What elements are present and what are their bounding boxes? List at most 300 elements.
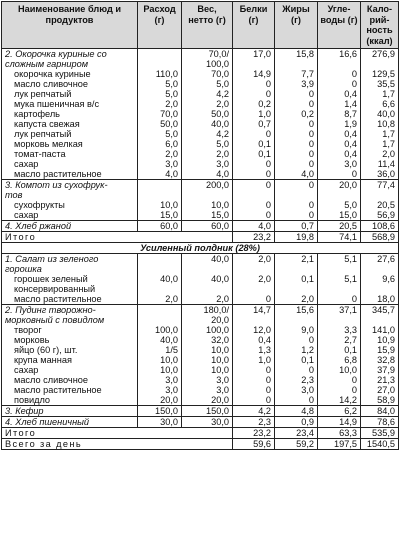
uglevody-cell: [318, 406, 361, 417]
b-value: 0: [265, 169, 271, 179]
ingredient-name: морковь: [14, 335, 50, 345]
rashod-value: 5,0: [165, 79, 178, 89]
uglevody-cell: [318, 49, 361, 70]
k-value: 1,7: [382, 129, 395, 139]
ves-value: 40,0: [211, 119, 229, 129]
k-value: 345,7: [372, 305, 395, 315]
ingredient-row: [2, 385, 399, 395]
uglevody-cell: [318, 89, 361, 99]
ves-cell: [182, 395, 233, 406]
z-value: 0: [308, 180, 314, 190]
z-value: 0,1: [301, 355, 314, 365]
rashod-cell: [138, 89, 182, 99]
rashod-value: 2,0: [165, 99, 178, 109]
u-value: 0: [351, 69, 357, 79]
rashod-cell: [138, 159, 182, 169]
belki-cell: [233, 365, 275, 375]
ingredient-row: [2, 89, 399, 99]
u-value: 2,7: [344, 335, 357, 345]
belki-cell: [233, 139, 275, 149]
u-value: 1,4: [344, 99, 357, 109]
u-value: 0,4: [344, 89, 357, 99]
belki-cell: [233, 355, 275, 365]
u-value: 15,0: [339, 210, 357, 220]
u-value: 37,1: [339, 305, 357, 315]
ves-value: 4,0: [216, 169, 229, 179]
ves-value: 150,0: [206, 406, 229, 416]
k-value: 27,0: [377, 385, 395, 395]
kkal-cell: [361, 254, 399, 275]
sum-b: 23,2: [233, 232, 275, 243]
ves-value: 10,0: [211, 345, 229, 355]
ingredient-name-cell: [2, 345, 138, 355]
z-value: 0: [308, 119, 314, 129]
b-value: 0: [265, 79, 271, 89]
ingredient-name: лук репчатый: [14, 129, 72, 139]
kkal-cell: [361, 385, 399, 395]
zhiry-cell: [275, 159, 318, 169]
kkal-cell: [361, 99, 399, 109]
ingredient-name-cell: [2, 139, 138, 149]
k-value: 11,4: [377, 159, 395, 169]
rashod-cell: [138, 119, 182, 129]
ves-value: 70,0: [211, 69, 229, 79]
kkal-cell: [361, 180, 399, 201]
ingredient-name-cell: [2, 129, 138, 139]
zhiry-cell: [275, 49, 318, 70]
ingredient-name: масло сливочное: [14, 375, 88, 385]
ingredient-name-cell: [2, 385, 138, 395]
uglevody-cell: [318, 385, 361, 395]
belki-cell: [233, 325, 275, 335]
rashod-cell: [138, 417, 182, 428]
b-value: 2,3: [258, 417, 271, 427]
dish-name-cell: [2, 417, 138, 428]
ves-value: 30,0: [211, 417, 229, 427]
col-header-belki: Белки (г): [233, 2, 275, 49]
uglevody-cell: [318, 109, 361, 119]
ingredient-row: [2, 99, 399, 109]
ingredient-name-cell: [2, 365, 138, 375]
ves-cell: [182, 221, 233, 232]
ingredient-row: [2, 119, 399, 129]
ves-cell: [182, 325, 233, 335]
b-value: 0: [265, 294, 271, 304]
b-value: 1,0: [258, 109, 271, 119]
ves-value: 5,0: [216, 139, 229, 149]
rashod-cell: [138, 395, 182, 406]
rashod-cell: [138, 305, 182, 326]
belki-cell: [233, 119, 275, 129]
belki-cell: [233, 221, 275, 232]
kkal-cell: [361, 159, 399, 169]
ves-cell: [182, 305, 233, 326]
uglevody-cell: [318, 200, 361, 210]
dish-row: [2, 305, 399, 326]
sum-k: 535,9: [361, 428, 399, 439]
ves-value: 20,0: [211, 315, 229, 325]
belki-cell: [233, 406, 275, 417]
b-value: 4,2: [258, 406, 271, 416]
k-value: 84,0: [377, 406, 395, 416]
rashod-value: 10,0: [160, 355, 178, 365]
ves-value: 3,0: [216, 385, 229, 395]
sum-label: Всего за день: [2, 439, 233, 450]
rashod-value: 10,0: [160, 200, 178, 210]
u-value: 0: [351, 169, 357, 179]
section-title: Усиленный полдник (28%): [2, 243, 399, 254]
belki-cell: [233, 169, 275, 180]
sum-label: Итого: [2, 232, 233, 243]
rashod-value: 20,0: [160, 395, 178, 405]
uglevody-cell: [318, 99, 361, 109]
grand-total-row: [2, 439, 399, 450]
ves-cell: [182, 139, 233, 149]
ves-value: 180,0/: [203, 305, 229, 315]
uglevody-cell: [318, 149, 361, 159]
z-value: 0: [308, 200, 314, 210]
ingredient-row: [2, 210, 399, 221]
ves-value: 100,0: [206, 59, 229, 69]
uglevody-cell: [318, 139, 361, 149]
u-value: 6,2: [344, 406, 357, 416]
zhiry-cell: [275, 305, 318, 326]
ves-cell: [182, 335, 233, 345]
belki-cell: [233, 417, 275, 428]
dish-name: 2. Окорочка куриные со: [5, 49, 107, 59]
zhiry-cell: [275, 69, 318, 79]
ingredient-name: сахар: [14, 365, 39, 375]
ves-cell: [182, 385, 233, 395]
dish-name: 2. Пудинг творожно-: [5, 305, 96, 315]
belki-cell: [233, 49, 275, 70]
b-value: 0,1: [258, 149, 271, 159]
ves-cell: [182, 355, 233, 365]
kkal-cell: [361, 169, 399, 180]
z-value: 0: [308, 395, 314, 405]
kkal-cell: [361, 305, 399, 326]
uglevody-cell: [318, 79, 361, 89]
ingredient-row: [2, 355, 399, 365]
menu-table: [1, 1, 399, 450]
k-value: 78,6: [377, 417, 395, 427]
ves-value: 2,0: [216, 149, 229, 159]
ingredient-row: [2, 79, 399, 89]
table-body: [2, 49, 399, 450]
zhiry-cell: [275, 294, 318, 305]
kkal-cell: [361, 139, 399, 149]
ves-cell: [182, 375, 233, 385]
ves-value: 3,0: [216, 375, 229, 385]
rashod-value: 2,0: [165, 294, 178, 304]
col-header-uglevody: Угле-воды (г): [318, 2, 361, 49]
ingredient-name: сухофрукты: [14, 200, 65, 210]
b-value: 2,0: [258, 254, 271, 264]
ingredient-row: [2, 159, 399, 169]
z-value: 3,0: [301, 385, 314, 395]
ves-value: 10,0: [211, 200, 229, 210]
zhiry-cell: [275, 365, 318, 375]
uglevody-cell: [318, 335, 361, 345]
u-value: 0: [351, 294, 357, 304]
k-value: 18,0: [377, 294, 395, 304]
k-value: 20,5: [377, 200, 395, 210]
ingredient-row: [2, 345, 399, 355]
rashod-value: 5,0: [165, 129, 178, 139]
rashod-value: 100,0: [155, 325, 178, 335]
kkal-cell: [361, 375, 399, 385]
u-value: 20,5: [339, 221, 357, 231]
sum-b: 23,2: [233, 428, 275, 439]
kkal-cell: [361, 406, 399, 417]
rashod-value: 50,0: [160, 119, 178, 129]
kkal-cell: [361, 79, 399, 89]
z-value: 0: [308, 159, 314, 169]
ves-cell: [182, 129, 233, 139]
u-value: 6,8: [344, 355, 357, 365]
col-header-ves: Вес, нетто (г): [182, 2, 233, 49]
z-value: 0: [308, 89, 314, 99]
ingredient-name-cell: [2, 274, 138, 294]
ingredient-name-cell: [2, 69, 138, 79]
ingredient-row: [2, 395, 399, 406]
ingredient-name-cell: [2, 335, 138, 345]
sum-b: 59,6: [233, 439, 275, 450]
zhiry-cell: [275, 99, 318, 109]
zhiry-cell: [275, 345, 318, 355]
zhiry-cell: [275, 119, 318, 129]
ingredient-name-cell: [2, 210, 138, 221]
rashod-value: 2,0: [165, 149, 178, 159]
kkal-cell: [361, 274, 399, 294]
col-header-zhiry: Жиры (г): [275, 2, 318, 49]
rashod-cell: [138, 325, 182, 335]
ingredient-name-cell: [2, 99, 138, 109]
b-value: 17,0: [253, 49, 271, 59]
k-value: 36,0: [377, 169, 395, 179]
b-value: 14,9: [253, 69, 271, 79]
z-value: 4,8: [301, 406, 314, 416]
uglevody-cell: [318, 375, 361, 385]
rashod-value: 3,0: [165, 159, 178, 169]
belki-cell: [233, 294, 275, 305]
z-value: 0,2: [301, 109, 314, 119]
ves-cell: [182, 49, 233, 70]
belki-cell: [233, 210, 275, 221]
ingredient-name: масло сливочное: [14, 79, 88, 89]
k-value: 276,9: [372, 49, 395, 59]
b-value: 2,0: [258, 274, 271, 284]
ingredient-name: сахар: [14, 210, 39, 220]
ves-cell: [182, 345, 233, 355]
zhiry-cell: [275, 210, 318, 221]
zhiry-cell: [275, 395, 318, 406]
z-value: 0: [308, 139, 314, 149]
kkal-cell: [361, 325, 399, 335]
zhiry-cell: [275, 375, 318, 385]
zhiry-cell: [275, 385, 318, 395]
dish-name: сложным гарниром: [5, 59, 89, 69]
z-value: 0,9: [301, 417, 314, 427]
belki-cell: [233, 375, 275, 385]
uglevody-cell: [318, 254, 361, 275]
b-value: 0: [265, 159, 271, 169]
rashod-value: 6,0: [165, 139, 178, 149]
ves-value: 15,0: [211, 210, 229, 220]
z-value: 2,3: [301, 375, 314, 385]
k-value: 15,9: [377, 345, 395, 355]
zhiry-cell: [275, 221, 318, 232]
ves-cell: [182, 406, 233, 417]
kkal-cell: [361, 365, 399, 375]
k-value: 1,7: [382, 89, 395, 99]
belki-cell: [233, 149, 275, 159]
rashod-value: 5,0: [165, 89, 178, 99]
ingredient-name-cell: [2, 355, 138, 365]
k-value: 37,9: [377, 365, 395, 375]
ves-value: 2,0: [216, 99, 229, 109]
ves-cell: [182, 294, 233, 305]
ingredient-row: [2, 294, 399, 305]
ves-cell: [182, 210, 233, 221]
ingredient-name: горошек зеленый: [14, 274, 88, 284]
uglevody-cell: [318, 119, 361, 129]
uglevody-cell: [318, 365, 361, 375]
belki-cell: [233, 305, 275, 326]
u-value: 5,0: [344, 200, 357, 210]
z-value: 4,0: [301, 169, 314, 179]
dish-name: морковный с повидлом: [5, 315, 105, 325]
ingredient-name: мука пшеничная в/с: [14, 99, 100, 109]
dish-row: [2, 254, 399, 275]
dish-name: 3. Кефир: [5, 406, 44, 416]
zhiry-cell: [275, 254, 318, 275]
k-value: 10,9: [377, 335, 395, 345]
uglevody-cell: [318, 180, 361, 201]
ves-value: 10,0: [211, 355, 229, 365]
ves-cell: [182, 119, 233, 129]
rashod-cell: [138, 274, 182, 294]
z-value: 15,6: [296, 305, 314, 315]
rashod-value: 30,0: [160, 417, 178, 427]
zhiry-cell: [275, 335, 318, 345]
dish-name: тов: [5, 190, 23, 200]
zhiry-cell: [275, 109, 318, 119]
col-header-name: Наименование блюд и продуктов: [2, 2, 138, 49]
ingredient-name: повидло: [14, 395, 51, 405]
total-row-snack: [2, 428, 399, 439]
kkal-cell: [361, 294, 399, 305]
b-value: 0: [265, 395, 271, 405]
dish-name-cell: [2, 221, 138, 232]
zhiry-cell: [275, 180, 318, 201]
belki-cell: [233, 79, 275, 89]
u-value: 10,0: [339, 365, 357, 375]
ves-value: 2,0: [216, 294, 229, 304]
ingredient-row: [2, 139, 399, 149]
ingredient-name: яйцо (60 г), шт.: [14, 345, 78, 355]
rashod-cell: [138, 375, 182, 385]
ingredient-name-cell: [2, 169, 138, 180]
zhiry-cell: [275, 139, 318, 149]
ves-value: 100,0: [206, 325, 229, 335]
rashod-cell: [138, 69, 182, 79]
uglevody-cell: [318, 294, 361, 305]
k-value: 9,6: [382, 274, 395, 284]
belki-cell: [233, 109, 275, 119]
dish-name-cell: [2, 254, 138, 275]
kkal-cell: [361, 109, 399, 119]
col-header-kkal: Кало-рий-ность (ккал): [361, 2, 399, 49]
belki-cell: [233, 274, 275, 294]
b-value: 0,2: [258, 99, 271, 109]
ingredient-name-cell: [2, 89, 138, 99]
b-value: 0,4: [258, 335, 271, 345]
ingredient-name: окорочка куриные: [14, 69, 91, 79]
z-value: 0: [308, 335, 314, 345]
ingredient-name: лук репчатый: [14, 89, 72, 99]
u-value: 0: [351, 79, 357, 89]
b-value: 0: [265, 89, 271, 99]
rashod-value: 110,0: [155, 69, 178, 79]
ves-value: 60,0: [211, 221, 229, 231]
b-value: 4,0: [258, 221, 271, 231]
z-value: 1,2: [301, 345, 314, 355]
kkal-cell: [361, 119, 399, 129]
ves-value: 40,0: [211, 254, 229, 264]
ingredient-row: [2, 109, 399, 119]
uglevody-cell: [318, 69, 361, 79]
sum-z: 59,2: [275, 439, 318, 450]
rashod-value: 3,0: [165, 375, 178, 385]
rashod-value: 4,0: [165, 169, 178, 179]
col-header-rashod: Расход (г): [138, 2, 182, 49]
k-value: 141,0: [372, 325, 395, 335]
uglevody-cell: [318, 305, 361, 326]
z-value: 3,9: [301, 79, 314, 89]
kkal-cell: [361, 49, 399, 70]
u-value: 1,9: [344, 119, 357, 129]
ves-value: 10,0: [211, 365, 229, 375]
ingredient-name-cell: [2, 375, 138, 385]
zhiry-cell: [275, 325, 318, 335]
ingredient-name: томат-паста: [14, 149, 66, 159]
rashod-value: 40,0: [160, 335, 178, 345]
ves-value: 20,0: [211, 395, 229, 405]
ingredient-row: [2, 274, 399, 294]
zhiry-cell: [275, 200, 318, 210]
dish-name: 4. Хлеб пшеничный: [5, 417, 89, 427]
ves-value: 4,2: [216, 89, 229, 99]
ves-value: 5,0: [216, 79, 229, 89]
ingredient-name-cell: [2, 200, 138, 210]
zhiry-cell: [275, 406, 318, 417]
ingredient-row: [2, 335, 399, 345]
ingredient-name-cell: [2, 294, 138, 305]
ingredient-row: [2, 200, 399, 210]
ves-cell: [182, 159, 233, 169]
rashod-cell: [138, 355, 182, 365]
rashod-cell: [138, 79, 182, 89]
uglevody-cell: [318, 169, 361, 180]
kkal-cell: [361, 200, 399, 210]
z-value: 0: [308, 149, 314, 159]
rashod-cell: [138, 294, 182, 305]
ves-cell: [182, 365, 233, 375]
sum-z: 19,8: [275, 232, 318, 243]
k-value: 129,5: [372, 69, 395, 79]
kkal-cell: [361, 335, 399, 345]
